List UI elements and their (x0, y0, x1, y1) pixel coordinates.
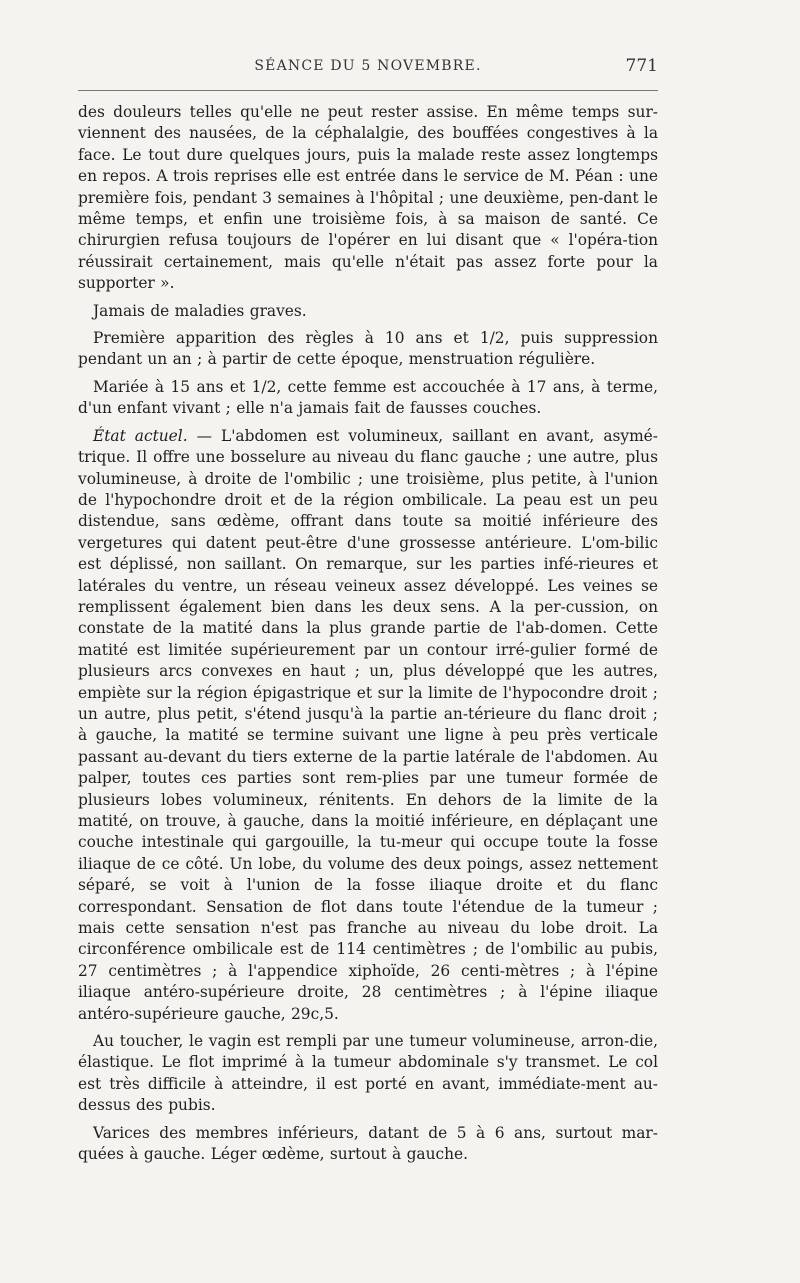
paragraph-menstruation: Première apparition des règles à 10 ans et 1/2, puis suppression pendant un an ; à partir de cette époque, menstruation régulière. (78, 329, 658, 369)
running-head: SÉANCE DU 5 NOVEMBRE. (254, 58, 482, 74)
page-number: 771 (625, 56, 658, 76)
page-header (78, 58, 658, 80)
paragraph-obstetric-history: Mariée à 15 ans et 1/2, cette femme est accouchée à 17 ans, à terme, d'un enfant vivant ; elle n'a jamais fait de fausses couches. (78, 377, 658, 418)
header-rule (78, 90, 658, 91)
paragraph-vaginal-exam: Au toucher, le vagin est rempli par une tumeur volumineuse, arron-die, élastique. Le flot imprimé à la tumeur abdominale s'y transmet. Le col est très difficile à atteindre, il est porté en avant, immédiate-ment au-dessus des pubis. (78, 1032, 658, 1115)
paragraph-varices: Varices des membres inférieurs, datant de 5 à 6 ans, surtout mar-quées à gauche. Léger œdème, surtout à gauche. (78, 1123, 658, 1164)
etat-actuel-label: État actuel. (93, 426, 188, 445)
paragraph-continued-history: des douleurs telles qu'elle ne peut rester assise. En même temps sur-viennent des nausées, de la céphalalgie, des bouffées congestives à la face. Le tout dure quelques jours, puis la malade reste assez longtemps en repos. A trois reprises elle est entrée dans le service de M. Péan : une première fois, pendant 3 semaines à l'hôpital ; une deuxième, pen-dant le même temps, et enfin une troisième fois, à sa maison de santé. Ce chirurgien refusa toujours de l'opérer en lui disant que « l'opéra-tion réussirait certainement, mais qu'elle n'était pas assez forte pour la supporter ». (78, 103, 658, 293)
paragraph-past-illnesses: Jamais de maladies graves. (93, 301, 307, 320)
etat-actuel-text: — L'abdomen est volumineux, saillant en avant, asymé-trique. Il offre une bosselure au niveau du flanc gauche ; une autre, plus volumineuse, à droite de l'ombilic ; une troisième, plus petite, à l'union de l'hypochondre droit et de la région ombilicale. La peau est un peu distendue, sans œdème, offrant dans toute sa moitié inférieure des vergetures qui datent peut-être d'une grossesse antérieure. L'om-bilic est déplissé, non saillant. On remarque, sur les parties infé-rieures et latérales du ventre, un réseau veineux assez développé. Les veines se remplissent également bien dans les deux sens. A la per-cussion, on constate de la matité dans la plus grande partie de l'ab-domen. Cette matité est limitée supérieurement par un contour irré-gulier formé de plusieurs arcs convexes en haut ; un, plus développé que les autres, empiète sur la région épigastrique et sur la limite de l'hypocondre droit ; un autre, plus petit, s'étend jusqu'à la partie an-térieure du flanc droit ; à gauche, la matité se termine suivant une ligne à peu près verticale passant au-devant du tiers externe de la partie latérale de l'abdomen. Au palper, toutes ces parties sont rem-plies par une tumeur formée de plusieurs lobes volumineux, rénitents. En dehors de la limite de la matité, on trouve, à gauche, dans la moitié inférieure, en déplaçant une couche intestinale qui gargouille, la tu-meur qui occupe toute la fosse iliaque de ce côté. Un lobe, du volume des deux poings, assez nettement séparé, se voit à l'union de la fosse iliaque droite et du flanc correspondant. Sensation de flot dans toute l'étendue de la tumeur ; mais cette sensation n'est pas franche au niveau du lobe droit. La circonférence ombilicale est de 114 centimètres ; de l'ombilic au pubis, 27 centimètres ; à l'appendice xiphoïde, 26 centi-mètres ; à l'épine iliaque antéro-supérieure droite, 28 centimètres ; à l'épine iliaque antéro-supérieure gauche, 29c,5. (78, 426, 658, 1023)
paragraph-etat-actuel (78, 426, 658, 1025)
body-text (78, 102, 658, 1172)
